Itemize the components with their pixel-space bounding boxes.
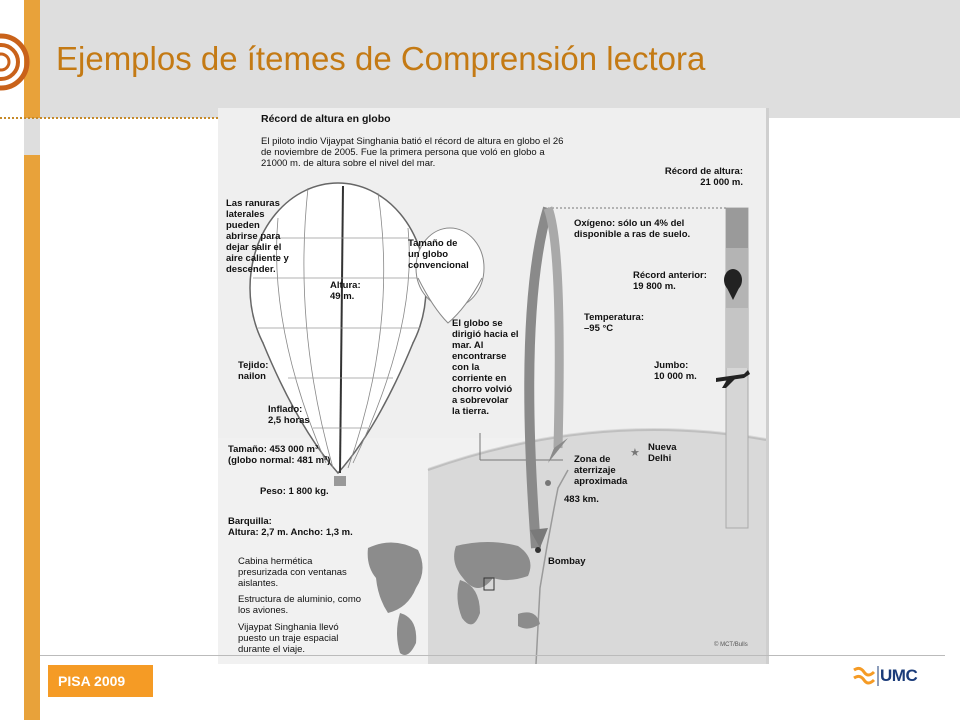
landing-zone-label: Zona de aterrizaje aproximada	[574, 454, 628, 487]
balloon-record-figure	[218, 108, 769, 664]
credit-label: © MCT/Bulls	[714, 642, 748, 648]
peso-label: Peso: 1 800 kg.	[260, 486, 329, 497]
figure-intro: El piloto indio Vijaypat Singhania batió el récord de altura en globo el 26 de noviembre de 2005. Fue la primera persona que voló en globo a 21000 m. de altura sobre el nivel del mar.	[261, 136, 564, 169]
inflado-label: Inflado: 2,5 horas	[268, 404, 310, 426]
flight-path-note: El globo se dirigió hacia el mar. Al encontrarse con la corriente en chorro volvió a sobrevolar la tierra.	[452, 318, 519, 417]
ranuras-label: Las ranuras laterales pueden abrirse para dejar salir el aire caliente y descender.	[226, 198, 289, 275]
record-anterior-label: Récord anterior: 19 800 m.	[633, 270, 707, 292]
oxygen-label: Oxígeno: sólo un 4% del disponible a ras de suelo.	[574, 218, 691, 240]
umc-logo-text: UMC	[880, 666, 918, 685]
conventional-balloon-label: Tamaño de un globo convencional	[408, 238, 469, 271]
temperature-label: Temperatura: –95 °C	[584, 312, 645, 334]
left-panel	[0, 0, 24, 720]
accent-bar	[24, 0, 40, 720]
tamano-label: Tamaño: 453 000 m³ (globo normal: 481 m³)	[228, 444, 331, 466]
page-title: Ejemplos de ítemes de Comprensión lectora	[56, 40, 706, 77]
record-altura-label: Récord de altura: 21 000 m.	[664, 166, 743, 188]
figure-heading: Récord de altura en globo	[261, 113, 391, 125]
jumbo-label: Jumbo: 10 000 m.	[654, 360, 697, 382]
spiral-logo-icon	[0, 22, 30, 102]
cabina-label: Cabina hermética presurizada con ventanas aislantes.	[238, 556, 347, 589]
traje-label: Vijaypat Singhania llevó puesto un traje espacial durante el viaje.	[238, 622, 339, 655]
tejido-label: Tejido: nailon	[238, 360, 269, 382]
nueva-delhi-label: Nueva Delhi	[648, 442, 677, 464]
pisa-badge: PISA 2009	[48, 665, 153, 697]
altura-label: Altura: 49 m.	[330, 280, 361, 302]
accent-bar-gray	[24, 118, 40, 155]
title-divider	[0, 117, 218, 119]
estructura-label: Estructura de aluminio, como los aviones.	[238, 594, 362, 616]
svg-text:★: ★	[630, 447, 640, 459]
footer-divider	[40, 655, 945, 656]
barquilla-label: Barquilla: Altura: 2,7 m. Ancho: 1,3 m.	[228, 516, 353, 538]
distance-label: 483 km.	[564, 494, 599, 505]
bombay-label: Bombay	[548, 556, 586, 567]
